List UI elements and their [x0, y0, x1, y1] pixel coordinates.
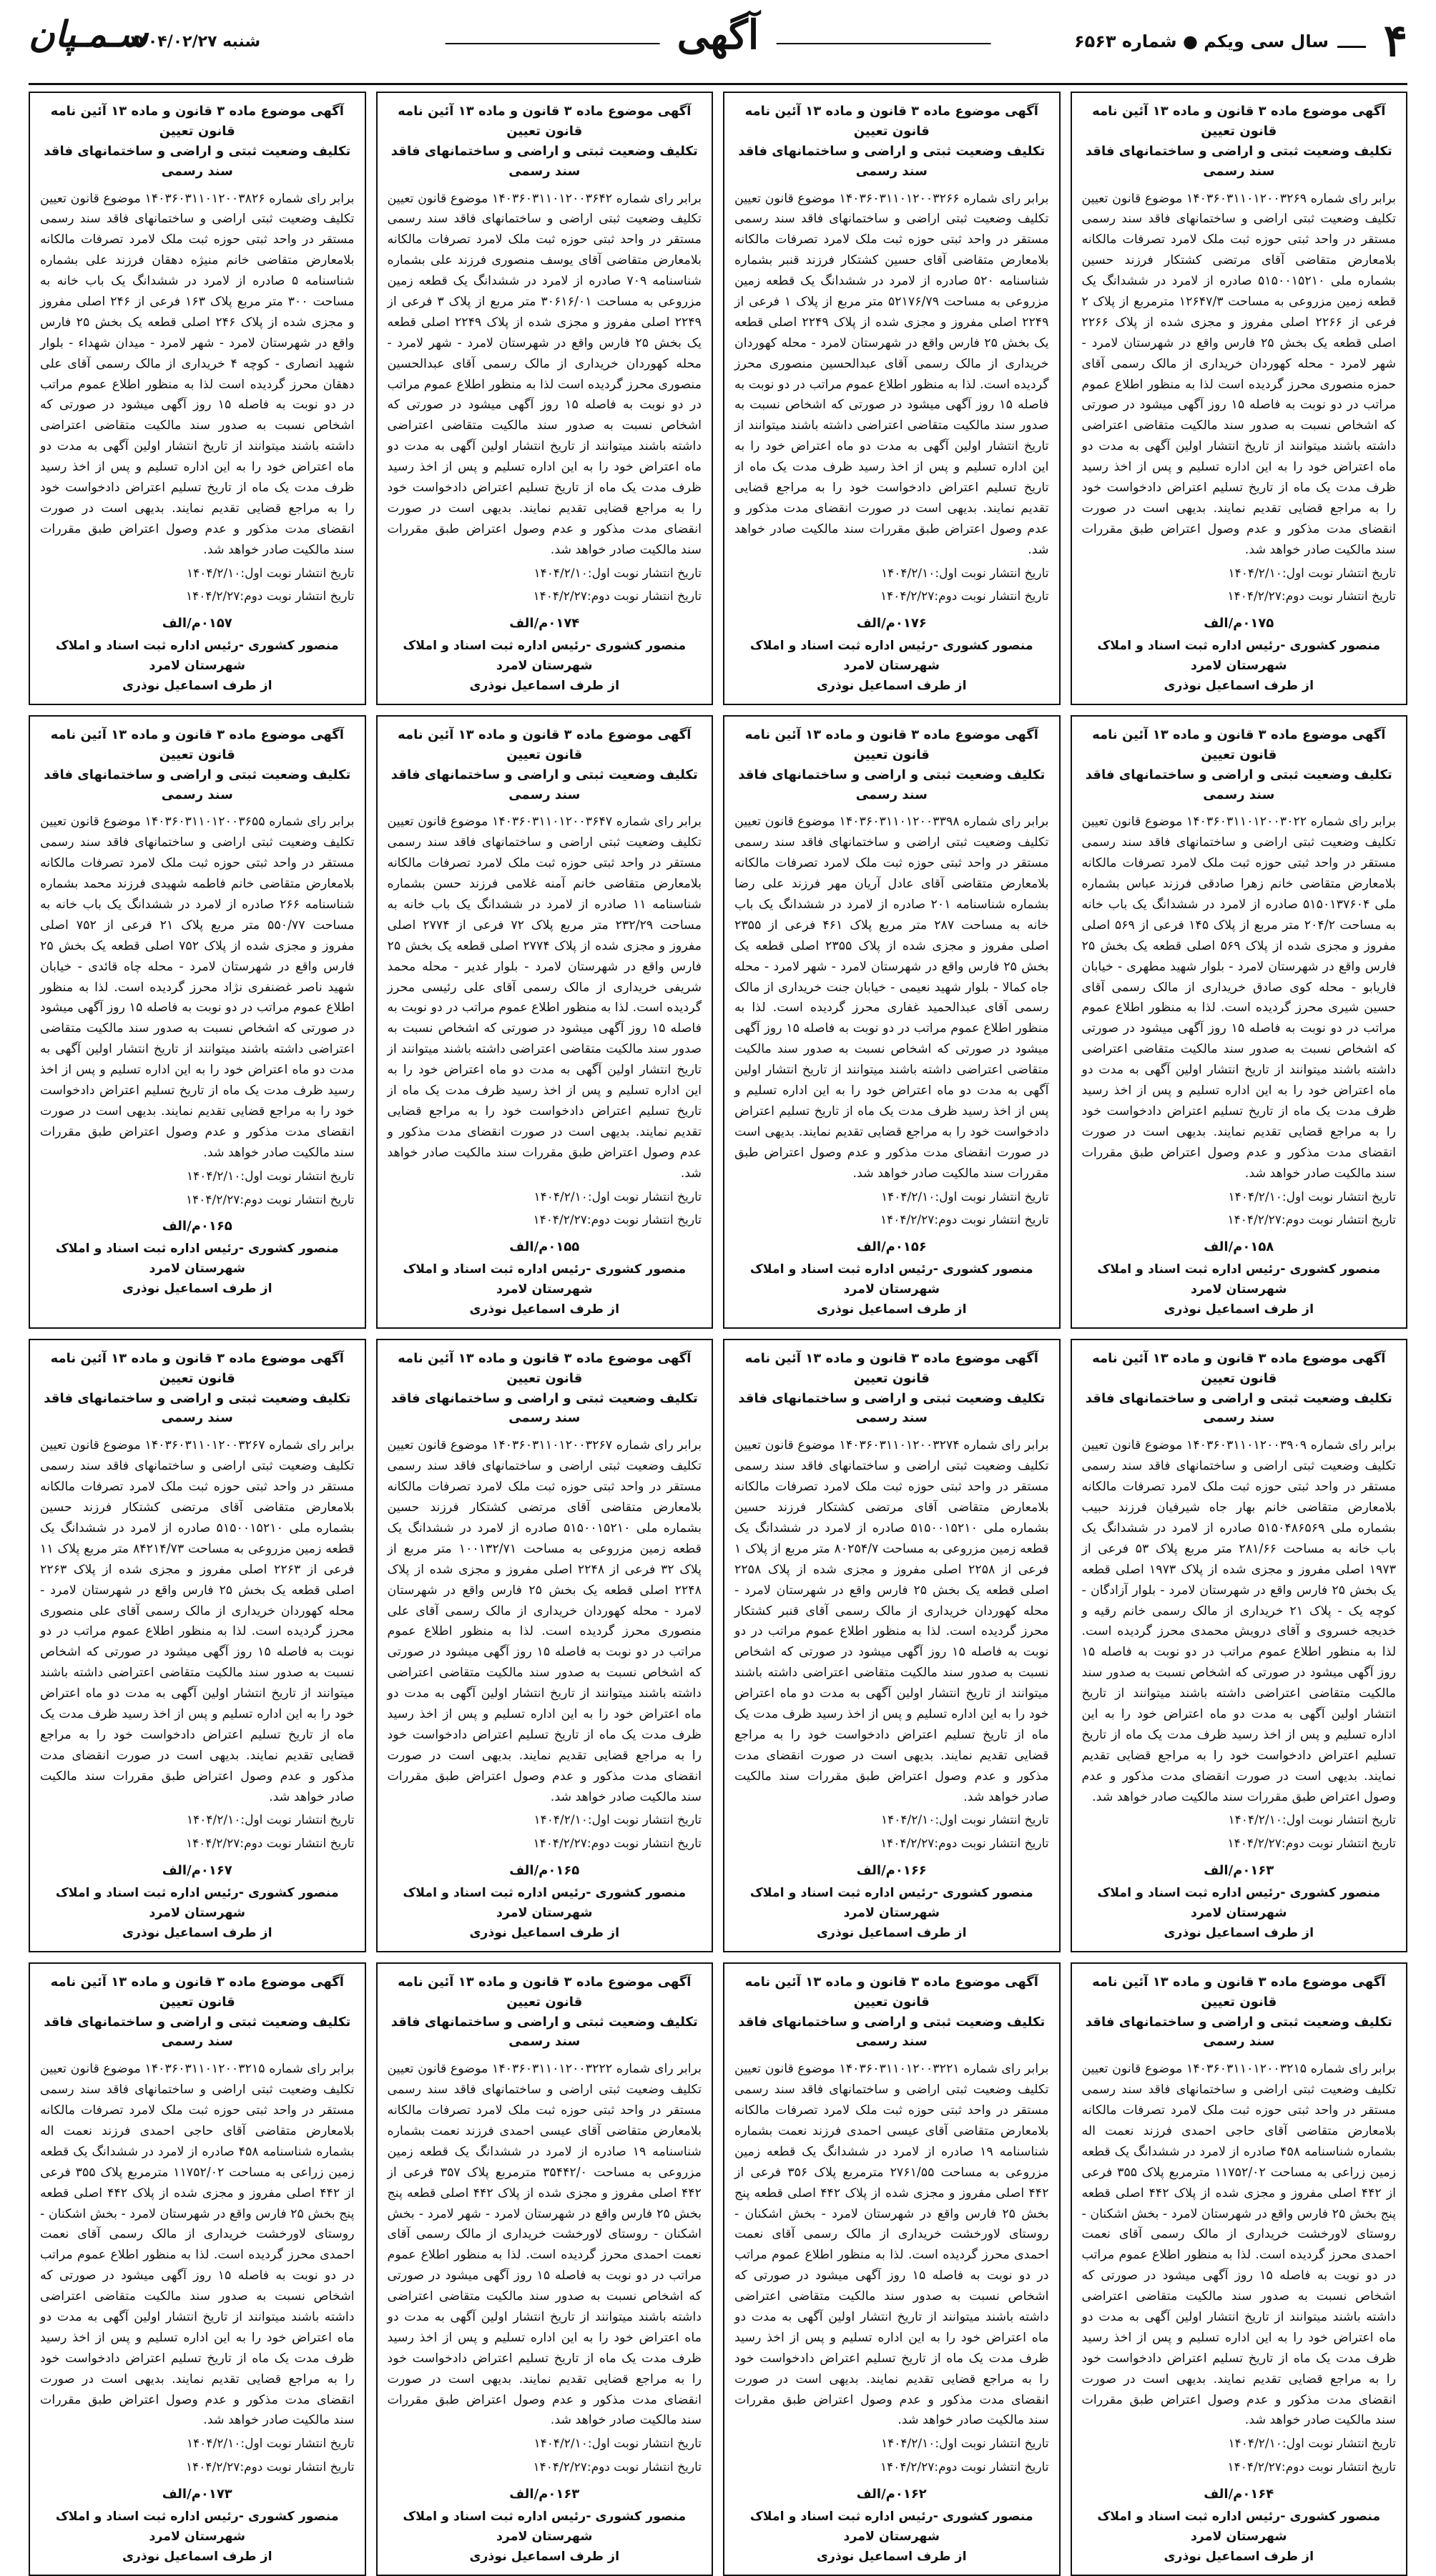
notice-box [29, 715, 366, 1329]
second-publish-date: تاریخ انتشار نوبت دوم:۱۴۰۴/۲/۲۷ [185, 2460, 355, 2475]
notice-code: ۰۱۵۵م/الف [509, 1239, 580, 1255]
notice-title: آگهی موضوع ماده ۳ قانون و ماده ۱۳ آئین نامه قانون تعیین تکلیف وضعیت ثبتی و اراضی و ساختمانهای فاقد سند رسمی [44, 727, 351, 802]
second-publish-date: تاریخ انتشار نوبت دوم:۱۴۰۴/۲/۲۷ [1227, 1837, 1396, 1852]
second-publish-date: تاریخ انتشار نوبت دوم:۱۴۰۴/۲/۲۷ [880, 589, 1049, 604]
notice-body: برابر رای شماره ۱۴۰۳۶۰۳۱۱۰۱۲۰۰۳۶۴۲ موضوع قانون تعیین تکلیف وضعیت ثبتی اراضی و ساختمانهای فاقد سند رسمی مستقر در واحد ثبتی حوزه ثبت ملک لامرد تصرفات مالکانه بلامعارض متقاضی آقای یوسف منصوری فرزند علی بشماره شناسنامه ۷۰۹ صادره از لامرد در ششدانگ یک قطعه زمین مزروعی به مساحت ۳۰۶۱۶/۰۱ متر مربع از پلاک ۳ فرعی از ۲۲۴۹ اصلی مفروز و مجزی شده از پلاک ۲۲۴۹ اصلی قطعه یک بخش ۲۵ فارس واقع در شهرستان لامرد - شهر لامرد - محله کهوردان خریداری از مالک رسمی آقای عبدالحسین منصوری محرز گردیده است لذا به منظور اطلاع عموم مراتب در دو نوبت به فاصله ۱۵ روز آگهی میشود در صورتی که اشخاص نسبت به صدور سند مالکیت متقاضی اعتراضی داشته باشند میتوانند از تاریخ انتشار اولین آگهی به مدت دو ماه اعتراض خود را به این اداره تسلیم و پس از اخذ رسید ظرف مدت یک ماه از تاریخ تسلیم اعتراض دادخواست خود را به مراجع قضایی تقدیم نمایند. بدیهی است در صورت انقضای مدت مذکور و عدم وصول اعتراض طبق مقررات سند مالکیت صادر خواهد شد. [387, 191, 702, 557]
notice-body: برابر رای شماره ۱۴۰۳۶۰۳۱۱۰۱۲۰۰۳۲۶۹ موضوع قانون تعیین تکلیف وضعیت ثبتی اراضی و ساختمانهای فاقد سند رسمی مستقر در واحد ثبتی حوزه ثبت ملک لامرد تصرفات مالکانه بلامعارض متقاضی آقای مرتضی کشتکار فرزند حسین بشماره ملی ۵۱۵۰۰۱۵۲۱۰ صادره از لامرد در ششدانگ یک قطعه زمین مزروعی به مساحت ۱۲۶۴۷/۳ مترمربع از پلاک ۲ فرعی از ۲۲۶۶ اصلی مفروز و مجزی شده از پلاک ۲۲۶۶ اصلی قطعه یک بخش ۲۵ فارس واقع در شهرستان لامرد - شهر لامرد - محله کهوردان خریداری از مالک رسمی آقای حمزه منصوری محرز گردیده است لذا به منظور اطلاع عموم مراتب در دو نوبت به فاصله ۱۵ روز آگهی میشود در صورتی که اشخاص نسبت به صدور سند مالکیت متقاضی اعتراضی داشته باشند میتوانند از تاریخ انتشار اولین آگهی به مدت دو ماه اعتراض خود را به این اداره تسلیم و پس از اخذ رسید ظرف مدت یک ماه از تاریخ تسلیم اعتراض دادخواست خود را به مراجع قضایی تقدیم نمایند. بدیهی است در صورت انقضای مدت مذکور و عدم وصول اعتراض طبق مقررات سند مالکیت صادر خواهد شد. [1081, 191, 1397, 557]
notice-body: برابر رای شماره ۱۴۰۳۶۰۳۱۱۰۱۲۰۰۳۲۶۶ موضوع قانون تعیین تکلیف وضعیت ثبتی اراضی و ساختمانهای فاقد سند رسمی مستقر در واحد ثبتی حوزه ثبت ملک لامرد تصرفات مالکانه بلامعارض متقاضی آقای حسین کشتکار فرزند قنبر بشماره شناسنامه ۵۲۰ صادره از لامرد در ششدانگ یک قطعه زمین مزروعی به مساحت ۵۲۱۷۶/۷۹ متر مربع از پلاک ۱ فرعی از ۲۲۴۹ اصلی مفروز و مجزی شده از پلاک ۲۲۴۹ اصلی قطعه یک بخش ۲۵ فارس واقع در شهرستان لامرد - محله کهوردان خریداری از مالک رسمی آقای عبدالحسین منصوری محرز گردیده است. لذا به منظور اطلاع عموم مراتب در دو نوبت به فاصله ۱۵ روز آگهی میشود در صورتی که اشخاص نسبت به صدور سند مالکیت متقاضی اعتراضی داشته باشند میتوانند از تاریخ انتشار اولین آگهی به مدت دو ماه اعتراض خود را به این اداره تسلیم و پس از اخذ رسید ظرف مدت یک ماه از تاریخ تسلیم اعتراض دادخواست خود را به مراجع قضایی تقدیم نمایند. بدیهی است در صورت انقضای مدت مذکور و عدم وصول اعتراض طبق مقررات سند مالکیت صادر خواهد شد. [734, 191, 1049, 557]
first-publish-date: تاریخ انتشار نوبت اول:۱۴۰۴/۲/۱۰ [880, 1189, 1049, 1204]
second-publish-date: تاریخ انتشار نوبت دوم:۱۴۰۴/۲/۲۷ [185, 589, 355, 604]
notice-title: آگهی موضوع ماده ۳ قانون و ماده ۱۳ آئین نامه قانون تعیین تکلیف وضعیت ثبتی و اراضی و ساختمانهای فاقد سند رسمی [1085, 1974, 1392, 2050]
second-publish-date: تاریخ انتشار نوبت دوم:۱۴۰۴/۲/۲۷ [533, 1837, 702, 1852]
second-publish-date: تاریخ انتشار نوبت دوم:۱۴۰۴/۲/۲۷ [185, 1837, 355, 1852]
notice-title: آگهی موضوع ماده ۳ قانون و ماده ۱۳ آئین نامه قانون تعیین تکلیف وضعیت ثبتی و اراضی و ساختمانهای فاقد سند رسمی [738, 1350, 1046, 1426]
notice-signature: منصور کشوری -رئیس اداره ثبت اسناد و املاک شهرستان لامرد از طرف اسماعیل نوذری [1097, 1886, 1381, 1940]
notice-title: آگهی موضوع ماده ۳ قانون و ماده ۱۳ آئین نامه قانون تعیین تکلیف وضعیت ثبتی و اراضی و ساختمانهای فاقد سند رسمی [738, 1974, 1046, 2050]
first-publish-date: تاریخ انتشار نوبت اول:۱۴۰۴/۲/۱۰ [1228, 1189, 1396, 1204]
first-publish-date: تاریخ انتشار نوبت اول:۱۴۰۴/۲/۱۰ [533, 566, 702, 581]
notice-title: آگهی موضوع ماده ۳ قانون و ماده ۱۳ آئین نامه قانون تعیین تکلیف وضعیت ثبتی و اراضی و ساختمانهای فاقد سند رسمی [44, 1350, 351, 1426]
notice-body: برابر رای شماره ۱۴۰۳۶۰۳۱۱۰۱۲۰۰۳۸۲۶ موضوع قانون تعیین تکلیف وضعیت ثبتی اراضی و ساختمانهای فاقد سند رسمی مستقر در واحد ثبتی حوزه ثبت ملک لامرد تصرفات مالکانه بلامعارض متقاضی خانم منیژه دهقان فرزند علی بشماره شناسنامه ۵ صادره از لامرد در ششدانگ یک باب خانه به مساحت ۳۰۰ متر مربع پلاک ۱۶۳ فرعی از ۲۴۶ اصلی مفروز و مجزی شده از پلاک ۲۴۶ اصلی قطعه یک بخش ۲۵ فارس واقع در شهرستان لامرد - شهر لامرد - میدان شهداء - بلوار شهید انصاری - کوچه ۴ خریداری از مالک رسمی آقای علی دهقان محرز گردیده است لذا به منظور اطلاع عموم مراتب در دو نوبت به فاصله ۱۵ روز آگهی میشود در صورتی که اشخاص نسبت به صدور سند مالکیت متقاضی اعتراضی داشته باشند میتوانند از تاریخ انتشار اولین آگهی به مدت دو ماه اعتراض خود را به این اداره تسلیم و پس از اخذ رسید ظرف مدت یک ماه از تاریخ تسلیم اعتراض دادخواست خود را به مراجع قضایی تقدیم نمایند. بدیهی است در صورت انقضای مدت مذکور و عدم وصول اعتراض طبق مقررات سند مالکیت صادر خواهد شد. [40, 191, 355, 557]
notice-title: آگهی موضوع ماده ۳ قانون و ماده ۱۳ آئین نامه قانون تعیین تکلیف وضعیت ثبتی و اراضی و ساختمانهای فاقد سند رسمی [1085, 1350, 1392, 1426]
newspaper-logo: سـمـپان [29, 13, 149, 55]
notice-code: ۰۱۶۷م/الف [162, 1863, 232, 1879]
second-publish-date: تاریخ انتشار نوبت دوم:۱۴۰۴/۲/۲۷ [880, 1837, 1049, 1852]
notice-title: آگهی موضوع ماده ۳ قانون و ماده ۱۳ آئین نامه قانون تعیین تکلیف وضعیت ثبتی و اراضی و ساختمانهای فاقد سند رسمی [1085, 727, 1392, 802]
notice-box [723, 1962, 1061, 2576]
notice-box [723, 92, 1061, 705]
notice-code: ۰۱۵۷م/الف [162, 616, 232, 631]
notice-signature: منصور کشوری -رئیس اداره ثبت اسناد و املاک شهرستان لامرد از طرف اسماعیل نوذری [403, 2509, 687, 2564]
second-publish-date: تاریخ انتشار نوبت دوم:۱۴۰۴/۲/۲۷ [533, 1213, 702, 1228]
notice-box [29, 1339, 366, 1952]
notice-body: برابر رای شماره ۱۴۰۳۶۰۳۱۱۰۱۲۰۰۳۲۶۷ موضوع قانون تعیین تکلیف وضعیت ثبتی اراضی و ساختمانهای فاقد سند رسمی مستقر در واحد ثبتی حوزه ثبت ملک لامرد تصرفات مالکانه بلامعارض متقاضی آقای مرتضی کشتکار فرزند حسین بشماره ملی ۵۱۵۰۰۱۵۲۱۰ صادره از لامرد در ششدانگ یک قطعه زمین مزروعی به مساحت ۱۰۰۱۳۲/۷۱ متر مربع از پلاک ۳۲ فرعی از ۲۲۴۸ اصلی مفروز و مجزی شده از پلاک ۲۲۴۸ اصلی قطعه یک بخش ۲۵ فارس واقع در شهرستان لامرد - محله کهوردان خریداری از مالک رسمی آقای علی منصوری محرز گردیده است. لذا به منظور اطلاع عموم مراتب در دو نوبت به فاصله ۱۵ روز آگهی میشود در صورتی که اشخاص نسبت به صدور سند مالکیت متقاضی اعتراضی داشته باشند میتوانند از تاریخ انتشار اولین آگهی به مدت دو ماه اعتراض خود را به این اداره تسلیم و پس از اخذ رسید ظرف مدت یک ماه از تاریخ تسلیم اعتراض دادخواست خود را به مراجع قضایی تقدیم نمایند. بدیهی است در صورت انقضای مدت مذکور و عدم وصول اعتراض طبق مقررات سند مالکیت صادر خواهد شد. [387, 1438, 702, 1804]
first-publish-date: تاریخ انتشار نوبت اول:۱۴۰۴/۲/۱۰ [533, 1189, 702, 1204]
notice-signature: منصور کشوری -رئیس اداره ثبت اسناد و املاک شهرستان لامرد از طرف اسماعیل نوذری [55, 1886, 339, 1940]
first-publish-date: تاریخ انتشار نوبت اول:۱۴۰۴/۲/۱۰ [533, 1813, 702, 1828]
notice-signature: منصور کشوری -رئیس اداره ثبت اسناد و املاک شهرستان لامرد از طرف اسماعیل نوذری [749, 1886, 1033, 1940]
notice-title: آگهی موضوع ماده ۳ قانون و ماده ۱۳ آئین نامه قانون تعیین تکلیف وضعیت ثبتی و اراضی و ساختمانهای فاقد سند رسمی [44, 104, 351, 179]
notice-box [723, 1339, 1061, 1952]
notice-code: ۰۱۷۴م/الف [509, 616, 580, 631]
notice-signature: منصور کشوری -رئیس اداره ثبت اسناد و املاک شهرستان لامرد از طرف اسماعیل نوذری [1097, 2509, 1381, 2564]
notice-box [29, 1962, 366, 2576]
notice-box [723, 715, 1061, 1329]
first-publish-date: تاریخ انتشار نوبت اول:۱۴۰۴/۲/۱۰ [186, 2437, 355, 2452]
notice-box [1071, 92, 1408, 705]
page-header [29, 10, 1407, 85]
notice-body: برابر رای شماره ۱۴۰۳۶۰۳۱۱۰۱۲۰۰۳۲۲۲ موضوع قانون تعیین تکلیف وضعیت ثبتی اراضی و ساختمانهای فاقد سند رسمی مستقر در واحد ثبتی حوزه ثبت ملک لامرد تصرفات مالکانه بلامعارض متقاضی آقای عیسی احمدی فرزند نعمت بشماره شناسنامه ۱۹ صادره از لامرد در ششدانگ یک قطعه زمین مزروعی به مساحت ۳۵۴۴۲/۰ مترمربع پلاک ۳۵۷ فرعی از ۴۴۲ اصلی مفروز و مجزی شده از پلاک ۴۴۲ اصلی قطعه پنج بخش ۲۵ فارس واقع در شهرستان لامرد - شهر لامرد - بخش اشکنان - روستای لاورخشت خریداری از مالک رسمی آقای نعمت احمدی محرز گردیده است. لذا به منظور اطلاع عموم مراتب در دو نوبت به فاصله ۱۵ روز آگهی میشود در صورتی که اشخاص نسبت به صدور سند مالکیت متقاضی اعتراضی داشته باشند میتوانند از تاریخ انتشار اولین آگهی به مدت دو ماه اعتراض خود را به این اداره تسلیم و پس از اخذ رسید ظرف مدت یک ماه از تاریخ تسلیم اعتراض دادخواست خود را به مراجع قضایی تقدیم نمایند. بدیهی است در صورت انقضای مدت مذکور و عدم وصول اعتراض طبق مقررات سند مالکیت صادر خواهد شد. [387, 2062, 702, 2428]
first-publish-date: تاریخ انتشار نوبت اول:۱۴۰۴/۲/۱۰ [533, 2437, 702, 2452]
notice-code: ۰۱۶۳م/الف [1204, 1863, 1274, 1879]
notice-body: برابر رای شماره ۱۴۰۳۶۰۳۱۱۰۱۲۰۰۳۹۰۹ موضوع قانون تعیین تکلیف وضعیت ثبتی اراضی و ساختمانهای فاقد سند رسمی مستقر در واحد ثبتی حوزه ثبت ملک لامرد تصرفات مالکانه بلامعارض متقاضی خانم بهار جاه شیرفیان فرزند حبیب بشماره ملی ۵۱۵۰۴۸۶۵۶۹ صادره از لامرد در ششدانگ یک باب خانه به مساحت ۲۸۱/۶۶ متر مربع پلاک ۵۳ فرعی از ۱۹۷۳ اصلی مفروز و مجزی شده از پلاک ۱۹۷۳ اصلی قطعه یک بخش ۲۵ فارس واقع در شهرستان لامرد - بلوار آزادگان - کوچه یک - پلاک ۲۱ خریداری از مالک رسمی خانم رقیه و خدیجه خسروی و آقای درویش محمدی محرز گردیده است. لذا به منظور اطلاع عموم مراتب در دو نوبت به فاصله ۱۵ روز آگهی میشود در صورتی که اشخاص نسبت به صدور سند مالکیت متقاضی اعتراضی داشته باشند میتوانند از تاریخ انتشار اولین آگهی به مدت دو ماه اعتراض خود را به این اداره تسلیم و پس از اخذ رسید ظرف مدت یک ماه از تاریخ تسلیم اعتراض دادخواست خود را به مراجع قضایی تقدیم نمایند. بدیهی است در صورت انقضای مدت مذکور و عدم وصول اعتراض طبق مقررات سند مالکیت صادر خواهد شد. [1081, 1438, 1397, 1804]
second-publish-date: تاریخ انتشار نوبت دوم:۱۴۰۴/۲/۲۷ [1227, 1213, 1396, 1228]
first-publish-date: تاریخ انتشار نوبت اول:۱۴۰۴/۲/۱۰ [1228, 2437, 1396, 2452]
notice-box [376, 715, 714, 1329]
notice-body: برابر رای شماره ۱۴۰۳۶۰۳۱۱۰۱۲۰۰۳۲۷۴ موضوع قانون تعیین تکلیف وضعیت ثبتی اراضی و ساختمانهای فاقد سند رسمی مستقر در واحد ثبتی حوزه ثبت ملک لامرد تصرفات مالکانه بلامعارض متقاضی آقای مرتضی کشتکار فرزند حسین بشماره ملی ۵۱۵۰۰۱۵۲۱۰ صادره از لامرد در ششدانگ یک قطعه زمین مزروعی به مساحت ۸۰۲۵۴/۷ متر مربع از پلاک ۱ فرعی از ۲۲۵۸ اصلی مفروز و مجزی شده از پلاک ۲۲۵۸ اصلی قطعه یک بخش ۲۵ فارس واقع در شهرستان لامرد - محله کهوردان خریداری از مالک رسمی آقای قنبر کشتکار محرز گردیده است. لذا به منظور اطلاع عموم مراتب در دو نوبت به فاصله ۱۵ روز آگهی میشود در صورتی که اشخاص نسبت به صدور سند مالکیت متقاضی اعتراضی داشته باشند میتوانند از تاریخ انتشار اولین آگهی به مدت دو ماه اعتراض خود را به این اداره تسلیم و پس از اخذ رسید ظرف مدت یک ماه از تاریخ تسلیم اعتراض دادخواست خود را به مراجع قضایی تقدیم نمایند. بدیهی است در صورت انقضای مدت مذکور و عدم وصول اعتراض طبق مقررات سند مالکیت صادر خواهد شد. [734, 1438, 1049, 1804]
page-number: ۴ [1383, 14, 1407, 67]
second-publish-date: تاریخ انتشار نوبت دوم:۱۴۰۴/۲/۲۷ [880, 1213, 1049, 1228]
notice-box [1071, 1339, 1408, 1952]
notice-body: برابر رای شماره ۱۴۰۳۶۰۳۱۱۰۱۲۰۰۳۲۱۵ موضوع قانون تعیین تکلیف وضعیت ثبتی اراضی و ساختمانهای فاقد سند رسمی مستقر در واحد ثبتی حوزه ثبت ملک لامرد تصرفات مالکانه بلامعارض متقاضی آقای حاجی احمدی فرزند نعمت اله بشماره شناسنامه ۴۵۸ صادره از لامرد در ششدانگ یک قطعه زمین زراعی به مساحت ۱۱۷۵۲/۰۲ مترمربع پلاک ۳۵۵ فرعی از ۴۴۲ اصلی مفروز و مجزی شده از پلاک ۴۴۲ اصلی قطعه پنج بخش ۲۵ فارس واقع در شهرستان لامرد - بخش اشکنان - روستای لاورخشت خریداری از مالک رسمی آقای نعمت احمدی محرز گردیده است. لذا به منظور اطلاع عموم مراتب در دو نوبت به فاصله ۱۵ روز آگهی میشود در صورتی که اشخاص نسبت به صدور سند مالکیت متقاضی اعتراضی داشته باشند میتوانند از تاریخ انتشار اولین آگهی به مدت دو ماه اعتراض خود را به این اداره تسلیم و پس از اخذ رسید ظرف مدت یک ماه از تاریخ تسلیم اعتراض دادخواست خود را به مراجع قضایی تقدیم نمایند. بدیهی است در صورت انقضای مدت مذکور و عدم وصول اعتراض طبق مقررات سند مالکیت صادر خواهد شد. [1081, 2062, 1397, 2428]
second-publish-date: تاریخ انتشار نوبت دوم:۱۴۰۴/۲/۲۷ [533, 2460, 702, 2475]
ads-grid [29, 92, 1407, 2564]
first-publish-date: تاریخ انتشار نوبت اول:۱۴۰۴/۲/۱۰ [1228, 1813, 1396, 1828]
notice-title: آگهی موضوع ماده ۳ قانون و ماده ۱۳ آئین نامه قانون تعیین تکلیف وضعیت ثبتی و اراضی و ساختمانهای فاقد سند رسمی [390, 1350, 698, 1426]
notice-title: آگهی موضوع ماده ۳ قانون و ماده ۱۳ آئین نامه قانون تعیین تکلیف وضعیت ثبتی و اراضی و ساختمانهای فاقد سند رسمی [738, 727, 1046, 802]
notice-body: برابر رای شماره ۱۴۰۳۶۰۳۱۱۰۱۲۰۰۳۲۱۵ موضوع قانون تعیین تکلیف وضعیت ثبتی اراضی و ساختمانهای فاقد سند رسمی مستقر در واحد ثبتی حوزه ثبت ملک لامرد تصرفات مالکانه بلامعارض متقاضی آقای حاجی احمدی فرزند نعمت اله بشماره شناسنامه ۴۵۸ صادره از لامرد در ششدانگ یک قطعه زمین زراعی به مساحت ۱۱۷۵۲/۰۲ مترمربع پلاک ۳۵۵ فرعی از ۴۴۲ اصلی مفروز و مجزی شده از پلاک ۴۴۲ اصلی قطعه پنج بخش ۲۵ فارس واقع در شهرستان لامرد - بخش اشکنان - روستای لاورخشت خریداری از مالک رسمی آقای نعمت احمدی محرز گردیده است. لذا به منظور اطلاع عموم مراتب در دو نوبت به فاصله ۱۵ روز آگهی میشود در صورتی که اشخاص نسبت به صدور سند مالکیت متقاضی اعتراضی داشته باشند میتوانند از تاریخ انتشار اولین آگهی به مدت دو ماه اعتراض خود را به این اداره تسلیم و پس از اخذ رسید ظرف مدت یک ماه از تاریخ تسلیم اعتراض دادخواست خود را به مراجع قضایی تقدیم نمایند. بدیهی است در صورت انقضای مدت مذکور و عدم وصول اعتراض طبق مقررات سند مالکیت صادر خواهد شد. [40, 2062, 355, 2428]
notice-title: آگهی موضوع ماده ۳ قانون و ماده ۱۳ آئین نامه قانون تعیین تکلیف وضعیت ثبتی و اراضی و ساختمانهای فاقد سند رسمی [44, 1974, 351, 2050]
notice-code: ۰۱۵۶م/الف [856, 1239, 927, 1255]
notice-box [29, 92, 366, 705]
notice-body: برابر رای شماره ۱۴۰۳۶۰۳۱۱۰۱۲۰۰۳۲۶۷ موضوع قانون تعیین تکلیف وضعیت ثبتی اراضی و ساختمانهای فاقد سند رسمی مستقر در واحد ثبتی حوزه ثبت ملک لامرد تصرفات مالکانه بلامعارض متقاضی آقای مرتضی کشتکار فرزند حسین بشماره ملی ۵۱۵۰۰۱۵۲۱۰ صادره از لامرد در ششدانگ یک قطعه زمین مزروعی به مساحت ۸۴۲۱۴/۷۳ متر مربع پلاک ۱۱ فرعی از ۲۲۶۳ اصلی مفروز و مجزی شده از پلاک ۲۲۶۳ اصلی قطعه یک بخش ۲۵ فارس واقع در شهرستان لامرد - محله کهوردان خریداری از مالک رسمی آقای علی منصوری محرز گردیده است. لذا به منظور اطلاع عموم مراتب در دو نوبت به فاصله ۱۵ روز آگهی میشود در صورتی که اشخاص نسبت به صدور سند مالکیت متقاضی اعتراضی داشته باشند میتوانند از تاریخ انتشار اولین آگهی به مدت دو ماه اعتراض خود را به این اداره تسلیم و پس از اخذ رسید ظرف مدت یک ماه از تاریخ تسلیم اعتراض دادخواست خود را به مراجع قضایی تقدیم نمایند. بدیهی است در صورت انقضای مدت مذکور و عدم وصول اعتراض طبق مقررات سند مالکیت صادر خواهد شد. [40, 1438, 355, 1804]
notice-signature: منصور کشوری -رئیس اداره ثبت اسناد و املاک شهرستان لامرد از طرف اسماعیل نوذری [749, 2509, 1033, 2564]
notice-signature: منصور کشوری -رئیس اداره ثبت اسناد و املاک شهرستان لامرد از طرف اسماعیل نوذری [55, 1242, 339, 1297]
notice-signature: منصور کشوری -رئیس اداره ثبت اسناد و املاک شهرستان لامرد از طرف اسماعیل نوذری [55, 639, 339, 694]
notice-title: آگهی موضوع ماده ۳ قانون و ماده ۱۳ آئین نامه قانون تعیین تکلیف وضعیت ثبتی و اراضی و ساختمانهای فاقد سند رسمی [1085, 104, 1392, 179]
notice-title: آگهی موضوع ماده ۳ قانون و ماده ۱۳ آئین نامه قانون تعیین تکلیف وضعیت ثبتی و اراضی و ساختمانهای فاقد سند رسمی [738, 104, 1046, 179]
notice-signature: منصور کشوری -رئیس اداره ثبت اسناد و املاک شهرستان لامرد از طرف اسماعیل نوذری [403, 639, 687, 694]
first-publish-date: تاریخ انتشار نوبت اول:۱۴۰۴/۲/۱۰ [1228, 566, 1396, 581]
notice-code: ۰۱۶۳م/الف [509, 2487, 580, 2502]
notice-code: ۰۱۷۳م/الف [162, 2487, 232, 2502]
first-publish-date: تاریخ انتشار نوبت اول:۱۴۰۴/۲/۱۰ [186, 1813, 355, 1828]
first-publish-date: تاریخ انتشار نوبت اول:۱۴۰۴/۲/۱۰ [880, 566, 1049, 581]
first-publish-date: تاریخ انتشار نوبت اول:۱۴۰۴/۲/۱۰ [880, 2437, 1049, 2452]
notice-signature: منصور کشوری -رئیس اداره ثبت اسناد و املاک شهرستان لامرد از طرف اسماعیل نوذری [403, 1262, 687, 1317]
second-publish-date: تاریخ انتشار نوبت دوم:۱۴۰۴/۲/۲۷ [1227, 2460, 1396, 2475]
notice-body: برابر رای شماره ۱۴۰۳۶۰۳۱۱۰۱۲۰۰۳۶۵۵ موضوع قانون تعیین تکلیف وضعیت ثبتی اراضی و ساختمانهای فاقد سند رسمی مستقر در واحد ثبتی حوزه ثبت ملک لامرد تصرفات مالکانه بلامعارض متقاضی خانم فاطمه شهیدی فرزند محمد بشماره شناسنامه ۲۶۶ صادره از لامرد در ششدانگ یک باب خانه به مساحت ۵۵۰/۷۷ متر مربع پلاک ۲۱ فرعی از ۷۵۲ اصلی مفروز و مجزی شده از پلاک ۷۵۲ اصلی قطعه یک بخش ۲۵ فارس واقع در شهرستان لامرد - محله چاه قائدی - خیابان شهید ناصر غضنفری نژاد محرز گردیده است. لذا به منظور اطلاع عموم مراتب در دو نوبت به فاصله ۱۵ روز آگهی میشود در صورتی که اشخاص نسبت به صدور سند مالکیت متقاضی اعتراضی داشته باشند میتوانند از تاریخ انتشار اولین آگهی به مدت دو ماه اعتراض خود را به این اداره تسلیم و پس از اخذ رسید ظرف مدت یک ماه از تاریخ تسلیم اعتراض دادخواست خود را به مراجع قضایی تقدیم نمایند. بدیهی است در صورت انقضای مدت مذکور و عدم وصول اعتراض طبق مقررات سند مالکیت صادر خواهد شد. [40, 815, 355, 1160]
issue-date: شنبه ۱۴۰۴/۰۲/۲۷ [129, 33, 261, 51]
first-publish-date: تاریخ انتشار نوبت اول:۱۴۰۴/۲/۱۰ [880, 1813, 1049, 1828]
first-publish-date: تاریخ انتشار نوبت اول:۱۴۰۴/۲/۱۰ [186, 1169, 355, 1184]
section-title: آگهی [660, 11, 777, 59]
notice-code: ۰۱۶۶م/الف [856, 1863, 927, 1879]
notice-box [376, 92, 714, 705]
notice-code: ۰۱۶۵م/الف [509, 1863, 580, 1879]
notice-signature: منصور کشوری -رئیس اداره ثبت اسناد و املاک شهرستان لامرد از طرف اسماعیل نوذری [749, 1262, 1033, 1317]
notice-title: آگهی موضوع ماده ۳ قانون و ماده ۱۳ آئین نامه قانون تعیین تکلیف وضعیت ثبتی و اراضی و ساختمانهای فاقد سند رسمی [390, 104, 698, 179]
notice-box [1071, 715, 1408, 1329]
notice-code: ۰۱۷۶م/الف [856, 616, 927, 631]
notice-body: برابر رای شماره ۱۴۰۳۶۰۳۱۱۰۱۲۰۰۳۲۲۱ موضوع قانون تعیین تکلیف وضعیت ثبتی اراضی و ساختمانهای فاقد سند رسمی مستقر در واحد ثبتی حوزه ثبت ملک لامرد تصرفات مالکانه بلامعارض متقاضی آقای عیسی احمدی فرزند نعمت بشماره شناسنامه ۱۹ صادره از لامرد در ششدانگ یک قطعه زمین مزروعی به مساحت ۲۷۶۱/۵۵ مترمربع پلاک ۳۵۶ فرعی از ۴۴۲ اصلی مفروز و مجزی شده از پلاک ۴۴۲ اصلی قطعه پنج بخش ۲۵ فارس واقع در شهرستان لامرد - بخش اشکنان - روستای لاورخشت خریداری از مالک رسمی آقای نعمت احمدی محرز گردیده است. لذا به منظور اطلاع عموم مراتب در دو نوبت به فاصله ۱۵ روز آگهی میشود در صورتی که اشخاص نسبت به صدور سند مالکیت متقاضی اعتراضی داشته باشند میتوانند از تاریخ انتشار اولین آگهی به مدت دو ماه اعتراض خود را به این اداره تسلیم و پس از اخذ رسید ظرف مدت یک ماه از تاریخ تسلیم اعتراض دادخواست خود را به مراجع قضایی تقدیم نمایند. بدیهی است در صورت انقضای مدت مذکور و عدم وصول اعتراض طبق مقررات سند مالکیت صادر خواهد شد. [734, 2062, 1049, 2428]
notice-box [376, 1339, 714, 1952]
notice-signature: منصور کشوری -رئیس اداره ثبت اسناد و املاک شهرستان لامرد از طرف اسماعیل نوذری [1097, 639, 1381, 694]
notice-box [376, 1962, 714, 2576]
notice-body: برابر رای شماره ۱۴۰۳۶۰۳۱۱۰۱۲۰۰۳۰۲۲ موضوع قانون تعیین تکلیف وضعیت ثبتی اراضی و ساختمانهای فاقد سند رسمی مستقر در واحد ثبتی حوزه ثبت ملک لامرد تصرفات مالکانه بلامعارض متقاضی خانم زهرا صادقی فرزند عباس بشماره ملی ۵۱۵۰۱۳۷۶۰۴ صادره از لامرد در ششدانگ یک باب خانه به مساحت ۲۰۴/۲ متر مربع از پلاک ۱۴۵ فرعی از ۵۶۹ اصلی مفروز و مجزی شده از پلاک ۵۶۹ اصلی قطعه یک بخش ۲۵ فارس واقع در شهرستان لامرد - بلوار شهید مطهری - خیابان فاریابو - محله کوی صادق خریداری از مالک رسمی آقای حسین شیری محرز گردیده است. لذا به منظور اطلاع عموم مراتب در دو نوبت به فاصله ۱۵ روز آگهی میشود در صورتی که اشخاص نسبت به صدور سند مالکیت متقاضی اعتراضی داشته باشند میتوانند از تاریخ انتشار اولین آگهی به مدت دو ماه اعتراض خود را به این اداره تسلیم و پس از اخذ رسید ظرف مدت یک ماه از تاریخ تسلیم اعتراض دادخواست خود را به مراجع قضایی تقدیم نمایند. بدیهی است در صورت انقضای مدت مذکور و عدم وصول اعتراض طبق مقررات سند مالکیت صادر خواهد شد. [1081, 815, 1397, 1181]
notice-signature: منصور کشوری -رئیس اداره ثبت اسناد و املاک شهرستان لامرد از طرف اسماعیل نوذری [55, 2509, 339, 2564]
issue-info: سال سی ویکم ● شماره ۶۵۶۳ [1073, 31, 1329, 51]
second-publish-date: تاریخ انتشار نوبت دوم:۱۴۰۴/۲/۲۷ [185, 1192, 355, 1207]
notice-code: ۰۱۶۴م/الف [1204, 2487, 1274, 2502]
second-publish-date: تاریخ انتشار نوبت دوم:۱۴۰۴/۲/۲۷ [1227, 589, 1396, 604]
second-publish-date: تاریخ انتشار نوبت دوم:۱۴۰۴/۲/۲۷ [880, 2460, 1049, 2475]
notice-code: ۰۱۵۸م/الف [1204, 1239, 1274, 1255]
notice-signature: منصور کشوری -رئیس اداره ثبت اسناد و املاک شهرستان لامرد از طرف اسماعیل نوذری [1097, 1262, 1381, 1317]
notice-title: آگهی موضوع ماده ۳ قانون و ماده ۱۳ آئین نامه قانون تعیین تکلیف وضعیت ثبتی و اراضی و ساختمانهای فاقد سند رسمی [390, 727, 698, 802]
notice-title: آگهی موضوع ماده ۳ قانون و ماده ۱۳ آئین نامه قانون تعیین تکلیف وضعیت ثبتی و اراضی و ساختمانهای فاقد سند رسمی [390, 1974, 698, 2050]
first-publish-date: تاریخ انتشار نوبت اول:۱۴۰۴/۲/۱۰ [186, 566, 355, 581]
notice-code: ۰۱۶۵م/الف [162, 1219, 232, 1234]
second-publish-date: تاریخ انتشار نوبت دوم:۱۴۰۴/۲/۲۷ [533, 589, 702, 604]
notice-body: برابر رای شماره ۱۴۰۳۶۰۳۱۱۰۱۲۰۰۳۳۹۸ موضوع قانون تعیین تکلیف وضعیت ثبتی اراضی و ساختمانهای فاقد سند رسمی مستقر در واحد ثبتی حوزه ثبت ملک لامرد تصرفات مالکانه بلامعارض متقاضی آقای عادل آریان مهر فرزند علی رضا بشماره شناسنامه ۲۰۱ صادره از لامرد در ششدانگ یک باب خانه به مساحت ۲۸۷ متر مربع پلاک ۴۶۱ فرعی از ۲۳۵۵ اصلی مفروز و مجزی شده از پلاک ۲۳۵۵ اصلی قطعه یک بخش ۲۵ فارس واقع در شهرستان لامرد - شهر لامرد - محله جاه کمالا - بلوار شهید نعیمی - خیابان جنت خریداری از مالک رسمی آقای عبدالحمید غفاری محرز گردیده است. لذا به منظور اطلاع عموم مراتب در دو نوبت به فاصله ۱۵ روز آگهی میشود در صورتی که اشخاص نسبت به صدور سند مالکیت متقاضی اعتراضی داشته باشند میتوانند از تاریخ انتشار اولین آگهی به مدت دو ماه اعتراض خود را به این اداره تسلیم و پس از اخذ رسید ظرف مدت یک ماه از تاریخ تسلیم اعتراض دادخواست خود را به مراجع قضایی تقدیم نمایند. بدیهی است در صورت انقضای مدت مذکور و عدم وصول اعتراض طبق مقررات سند مالکیت صادر خواهد شد. [734, 815, 1049, 1181]
notice-body: برابر رای شماره ۱۴۰۳۶۰۳۱۱۰۱۲۰۰۳۶۴۷ موضوع قانون تعیین تکلیف وضعیت ثبتی اراضی و ساختمانهای فاقد سند رسمی مستقر در واحد ثبتی حوزه ثبت ملک لامرد تصرفات مالکانه بلامعارض متقاضی خانم آمنه غلامی فرزند حسن بشماره شناسنامه ۱۱ صادره از لامرد در ششدانگ یک باب خانه به مساحت ۲۳۲/۲۹ متر مربع پلاک ۷۲ فرعی از ۲۷۷۴ اصلی مفروز و مجزی شده از پلاک ۲۷۷۴ اصلی قطعه یک بخش ۲۵ فارس واقع در شهرستان لامرد - بلوار غدیر - محله محمد شریفی خریداری از مالک رسمی آقای علی رئیسی محرز گردیده است. لذا به منظور اطلاع عموم مراتب در دو نوبت به فاصله ۱۵ روز آگهی میشود در صورتی که اشخاص نسبت به صدور سند مالکیت متقاضی اعتراضی داشته باشند میتوانند از تاریخ انتشار اولین آگهی به مدت دو ماه اعتراض خود را به این اداره تسلیم و پس از اخذ رسید ظرف مدت یک ماه از تاریخ تسلیم اعتراض دادخواست خود را به مراجع قضایی تقدیم نمایند. بدیهی است در صورت انقضای مدت مذکور و عدم وصول اعتراض طبق مقررات سند مالکیت صادر خواهد شد. [387, 815, 702, 1181]
notice-code: ۰۱۶۲م/الف [856, 2487, 927, 2502]
notice-code: ۰۱۷۵م/الف [1204, 616, 1274, 631]
notice-signature: منصور کشوری -رئیس اداره ثبت اسناد و املاک شهرستان لامرد از طرف اسماعیل نوذری [749, 639, 1033, 694]
notice-signature: منصور کشوری -رئیس اداره ثبت اسناد و املاک شهرستان لامرد از طرف اسماعیل نوذری [403, 1886, 687, 1940]
notice-box [1071, 1962, 1408, 2576]
